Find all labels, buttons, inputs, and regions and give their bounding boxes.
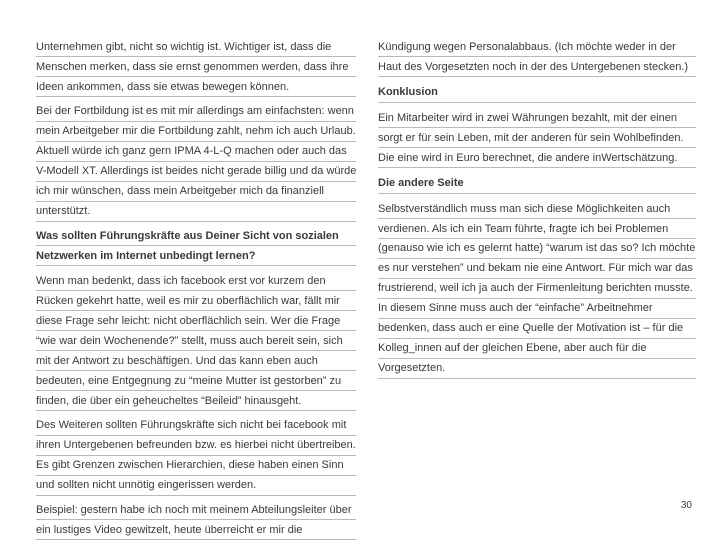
text-line: Beispiel: gestern habe ich noch mit meinem Abteilungsleiter über <box>36 502 356 520</box>
text-line: es nur verstehen” und bekam nie eine Antwort. Für mich war das <box>378 260 696 278</box>
section-heading-die-andere-seite <box>378 175 696 193</box>
text-line: Unternehmen gibt, nicht so wichtig ist. Wichtiger ist, dass die <box>36 39 356 57</box>
text-line: Bei der Fortbildung ist es mit mir allerdings am einfachsten: wenn <box>36 103 356 121</box>
text-line: mein Arbeitgeber mir die Fortbildung zahlt, nehm ich auch Urlaub. <box>36 123 356 141</box>
text-line: Aktuell würde ich ganz gern IPMA 4-L-Q machen oder auch das <box>36 143 356 161</box>
text-line: Vorgesetzten. <box>378 360 696 378</box>
text-line: und sollten nicht unnötig eingerissen werden. <box>36 477 356 495</box>
text-line: sorgt er für sein Leben, mit der anderen für sein Wohlbefinden. <box>378 130 696 148</box>
text-line: diese Frage sehr leicht: nicht oberflächlich sein. Wer die Frage <box>36 313 356 331</box>
text-line: Konklusion <box>378 84 696 102</box>
text-line: In diesem Sinne muss auch der “einfache” Arbeitnehmer <box>378 300 696 318</box>
paragraph <box>36 417 356 495</box>
right-column <box>378 39 696 386</box>
text-line: mit der Antwort zu beschäftigen. Und das kann eben auch <box>36 353 356 371</box>
text-line: frustrierend, weil ich ja auch der Firmenleitung berichten musste. <box>378 280 696 298</box>
text-line: Ideen ankommen, dass sie etwas bewegen können. <box>36 79 356 97</box>
text-line: Es gibt Grenzen zwischen Hierarchien, diese haben einen Sinn <box>36 457 356 475</box>
paragraph <box>378 39 696 77</box>
text-line: finden, die über ein geheucheltes “Beileid” hinausgeht. <box>36 393 356 411</box>
text-line: verdienen. Als ich ein Team führte, fragte ich bei Problemen <box>378 221 696 239</box>
paragraph <box>36 273 356 411</box>
text-line: ich mir wünschen, dass mein Arbeitgeber mich da finanziell <box>36 183 356 201</box>
text-line: Haut des Vorgesetzten noch in der des Untergebenen stecken.) <box>378 59 696 77</box>
text-line: Netzwerken im Internet unbedingt lernen? <box>36 248 356 266</box>
text-line: Menschen merken, dass sie ernst genommen werden, dass ihre <box>36 59 356 77</box>
paragraph <box>378 110 696 168</box>
text-line: unterstützt. <box>36 203 356 221</box>
text-line: ihren Untergebenen befreunden bzw. es hierbei nicht übertreiben. <box>36 437 356 455</box>
paragraph <box>378 201 696 379</box>
text-line: (genauso wie ich es gelernt hatte) “warum ist das so? Ich möchte <box>378 240 696 258</box>
interview-question <box>36 228 356 266</box>
text-line: Selbstverständlich muss man sich diese Möglichkeiten auch <box>378 201 696 219</box>
text-line: Des Weiteren sollten Führungskräfte sich nicht bei facebook mit <box>36 417 356 435</box>
text-line: Kündigung wegen Personalabbaus. (Ich möchte weder in der <box>378 39 696 57</box>
text-line: V-Modell XT. Allerdings ist beides nicht gerade billig und da würde <box>36 163 356 181</box>
text-line: Kolleg_innen auf der gleichen Ebene, aber auch für die <box>378 340 696 358</box>
text-line: Rücken gekehrt hatte, weil es mir zu oberflächlich war, fällt mir <box>36 293 356 311</box>
page-number: 30 <box>680 500 692 511</box>
text-line: bedenken, dass auch er eine Quelle der Motivation ist – für die <box>378 320 696 338</box>
text-line: Die andere Seite <box>378 175 696 193</box>
paragraph <box>36 502 356 540</box>
text-line: Was sollten Führungskräfte aus Deiner Sicht von sozialen <box>36 228 356 246</box>
paragraph <box>36 103 356 221</box>
text-line: ein lustiges Video gewitzelt, heute überreicht er mir die <box>36 522 356 540</box>
paragraph <box>36 39 356 97</box>
text-line: Die eine wird in Euro berechnet, die andere inWertschätzung. <box>378 150 696 168</box>
text-line: “wie war dein Wochenende?” stellt, muss auch bereit sein, sich <box>36 333 356 351</box>
left-column <box>36 39 356 546</box>
text-line: Ein Mitarbeiter wird in zwei Währungen bezahlt, mit der einen <box>378 110 696 128</box>
section-heading-konklusion <box>378 84 696 102</box>
text-line: Wenn man bedenkt, dass ich facebook erst vor kurzem den <box>36 273 356 291</box>
text-line: bedeuten, eine Entgegnung zu “meine Mutter ist gestorben” zu <box>36 373 356 391</box>
